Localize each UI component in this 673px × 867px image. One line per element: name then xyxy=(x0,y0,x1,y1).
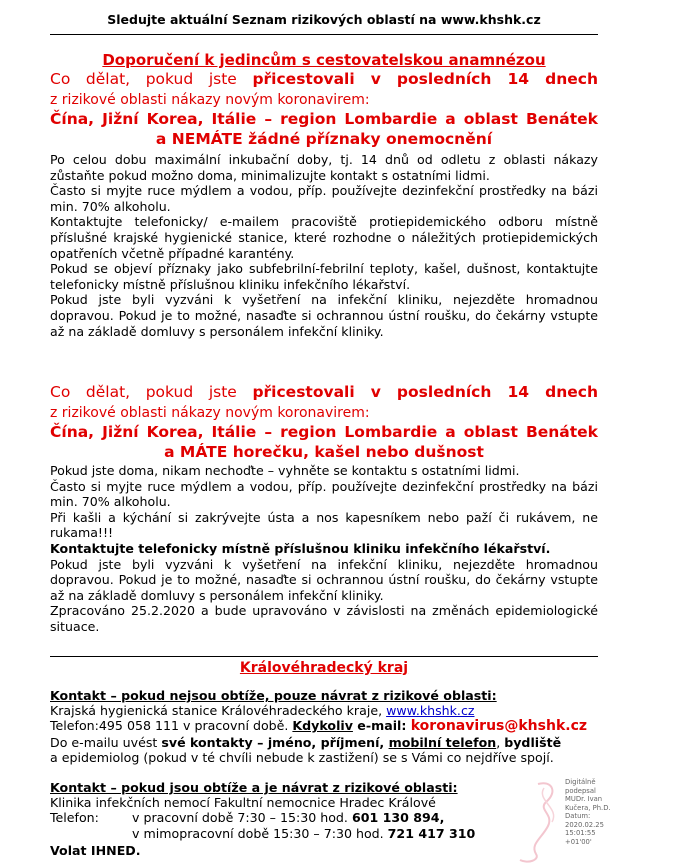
section2-para2: Často si myjte ruce mýdlem a vodou, příp. používejte dezinfekční prostředky na bázi min. 70% alkoholu. xyxy=(50,478,598,510)
section1-lead-pre: Co dělat, pokud jste xyxy=(50,70,253,88)
section2-condition: a MÁTE horečku, kašel nebo dušnost xyxy=(164,443,484,461)
section2-para5: Pokud jste byli vyzváni k vyšetření na infekční kliniku, nejezděte hromadnou dopravou. Pokud je to možné, nasaďte si ochrannou ústní roušku, do čekárny vstupte až na základě domluvy s personálem infekční kliniky. xyxy=(50,556,598,603)
epidemiologist-note: a epidemiolog (pokud v té chvíli nebude k zastižení) se s Vámi co nejdříve spojí. xyxy=(50,749,554,765)
section1-para1: Po celou dobu maximální inkubační doby, tj. 14 dnů od odletu z oblasti nákazy zůstaňte pokud možno doma, minimalizujte kontakt s ostatními lidmi. xyxy=(50,152,598,183)
section2-para6: Zpracováno 25.2.2020 a bude upravováno v závislosti na změnách epidemiologické situace. xyxy=(50,603,598,634)
email-address[interactable]: koronavirus@khshk.cz xyxy=(410,718,588,735)
section1-para3: Kontaktujte telefonicky/ e-mailem pracoviště protiepidemického odboru místně příslušné krajské hygienické stanice, které rozhodne o náležitých protiepidemických opatřeních včetně případné karantény. xyxy=(50,214,598,261)
signature-line: Datum: xyxy=(565,812,591,820)
section2-para4: Kontaktujte telefonicky místně příslušnou kliniku infekčního lékařství. xyxy=(50,540,551,556)
email-instructions-pre: Do e-mailu uvést xyxy=(50,734,162,750)
section2-regions: Čína, Jižní Korea, Itálie – region Lombardie a oblast Benátek xyxy=(50,423,598,441)
header-banner xyxy=(50,6,598,35)
phone1-desc xyxy=(132,810,444,825)
signature-line: 2020.02.25 xyxy=(565,820,604,829)
section2-lead-line2: z rizikové oblasti nákazy novým koronavirem: xyxy=(50,405,370,421)
section1-lead-bold: přicestovali v posledních 14 dnech xyxy=(252,70,598,88)
clinic-name: Klinika infekčních nemocí Fakultní nemocnice Hradec Králové xyxy=(50,795,436,811)
region-title: Královéhradecký kraj xyxy=(239,660,409,676)
section2-para3: Při kašli a kýchání si zakrývejte ústa a nos kapesníkem nebo paží či rukávem, ne rukama!!! xyxy=(50,509,598,541)
section1-condition: a NEMÁTE žádné příznaky onemocnění xyxy=(155,130,493,148)
signature-line: +01'00' xyxy=(565,837,592,846)
signature-line: Kučera, Ph.D. xyxy=(565,803,611,812)
contact1-heading: Kontakt – pokud nejsou obtíže, pouze návrat z rizikové oblasti: xyxy=(50,688,497,703)
call-immediately: Volat IHNED. xyxy=(50,842,141,858)
phone1-text: v pracovní době 7:30 – 15:30 hod. xyxy=(132,810,352,826)
section2-lead xyxy=(50,383,598,402)
kdykoliv-label: Kdykoliv xyxy=(292,718,353,734)
station-text: Krajská hygienická stanice Královéhradeckého kraje, xyxy=(50,703,387,719)
phone2-row xyxy=(50,826,510,841)
header-text: Sledujte aktuální Seznam rizikových oblastí na www.khshk.cz xyxy=(107,12,541,27)
digital-signature-block xyxy=(565,778,625,846)
section1-lead-line2: z rizikové oblasti nákazy novým koronavirem: xyxy=(50,92,370,108)
email-label: e-mail: xyxy=(352,718,411,734)
email-instructions-mobile: mobilní telefon xyxy=(388,734,497,750)
section1-para5: Pokud jste byli vyzváni k vyšetření na infekční kliniku, nejezděte hromadnou dopravou. Pokud je to možné, nasaďte si ochrannou ústní roušku, do čekárny vstupte až na základě domluvy s personálem infekční kliniky. xyxy=(50,292,598,339)
phone-line xyxy=(50,718,610,734)
section2-lead-bold: přicestovali v posledních 14 dnech xyxy=(252,383,598,401)
section1-lead xyxy=(50,70,598,89)
phone2-number: 721 417 310 xyxy=(387,825,476,841)
signature-line: MUDr. Ivan xyxy=(565,795,603,803)
phone2-text: v mimopracovní době 15:30 – 7:30 hod. xyxy=(132,825,388,841)
contact2-heading: Kontakt – pokud jsou obtíže a je návrat z rizikové oblasti: xyxy=(50,780,458,795)
phone2-desc xyxy=(132,826,475,841)
section1-para2: Často si myjte ruce mýdlem a vodou, příp. používejte dezinfekční prostředky na bázi min. 70% alkoholu. xyxy=(50,183,598,214)
signature-line: 15:01:55 xyxy=(565,829,596,837)
email-instructions xyxy=(50,735,610,750)
email-instructions-bold: své kontakty – jméno, příjmení, xyxy=(161,734,389,750)
phone-label: Telefon: xyxy=(50,810,99,826)
section1-para4: Pokud se objeví příznaky jako subfebrilní-febrilní teploty, kašel, dušnost, kontaktujte telefonicky místně příslušnou kliniku infekčního lékařství. xyxy=(50,261,598,292)
email-instructions-residence: bydliště xyxy=(504,734,562,750)
phone1-row xyxy=(50,810,510,825)
signature-line: podepsal xyxy=(565,786,596,795)
section2-lead-pre: Co dělat, pokud jste xyxy=(50,383,253,401)
signature-line: Digitálně xyxy=(565,778,596,786)
section2-para1: Pokud jste doma, nikam nechoďte – vyhněte se kontaktu s ostatními lidmi. xyxy=(50,463,520,478)
section1-regions: Čína, Jižní Korea, Itálie – region Lombardie a oblast Benátek xyxy=(50,110,598,128)
phone1-number: 601 130 894, xyxy=(351,810,445,826)
email-instructions-comma: , xyxy=(496,734,505,750)
section1-title: Doporučení k jedincům s cestovatelskou anamnézou xyxy=(102,51,546,69)
station-link[interactable]: www.khshk.cz xyxy=(386,703,475,719)
region-divider xyxy=(50,656,598,657)
phone-text: Telefon:495 058 111 v pracovní době. xyxy=(50,718,293,734)
station-line xyxy=(50,703,610,718)
